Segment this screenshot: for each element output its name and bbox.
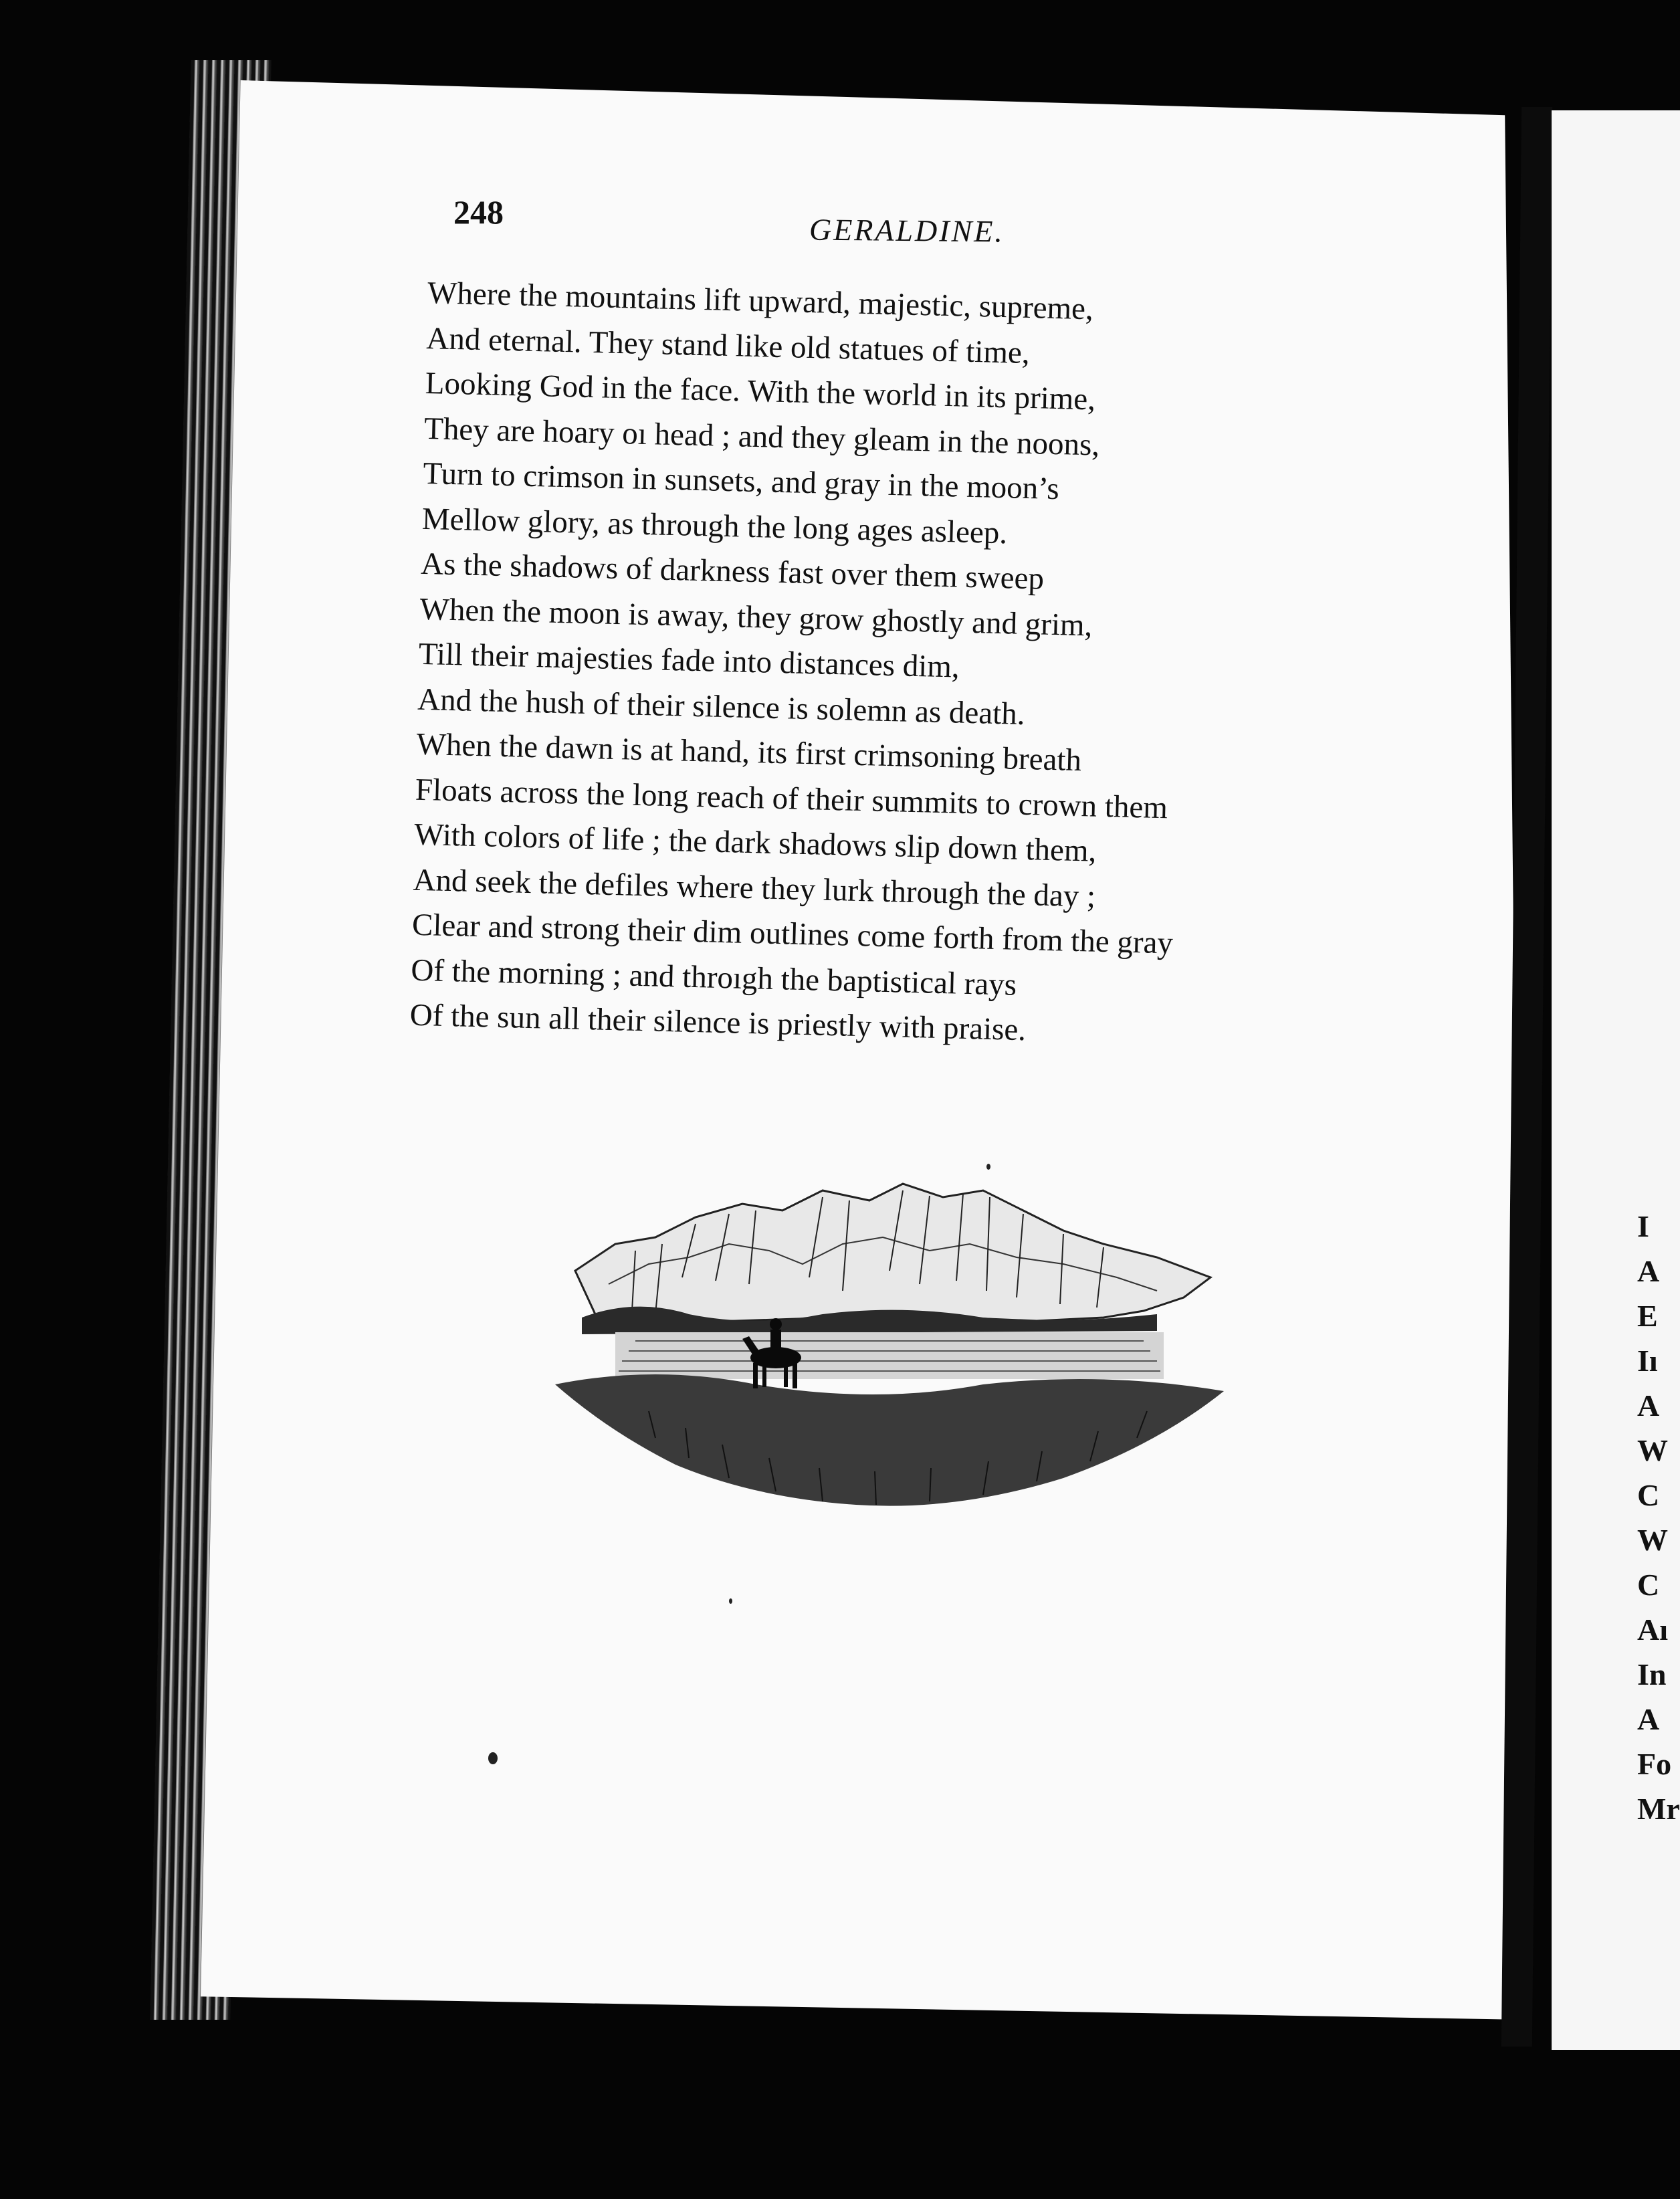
ink-speck — [729, 1598, 732, 1604]
poem-line: Turn to crimson in sunsets, and gray in the moon’s — [422, 455, 1060, 507]
poem-line: And eternal. They stand like old statues of time, — [425, 320, 1031, 371]
facing-line: W — [1637, 1433, 1668, 1467]
facing-line: Iı — [1637, 1344, 1658, 1378]
facing-line: A — [1637, 1702, 1660, 1736]
facing-line: A — [1637, 1254, 1660, 1288]
facing-line: Mr — [1637, 1792, 1680, 1826]
facing-line: C — [1637, 1568, 1660, 1602]
ink-speck — [986, 1164, 990, 1170]
facing-line: I — [1637, 1209, 1649, 1243]
poem-line: And seek the defiles where they lurk through the day ; — [413, 862, 1096, 914]
poem-line: With colors of life ; the dark shadows slip down them, — [413, 817, 1097, 869]
facing-line: A — [1637, 1388, 1660, 1423]
facing-line: W — [1637, 1523, 1668, 1557]
facing-page-text — [1637, 1204, 1680, 1831]
poem-line: Looking God in the face. With the world in its prime, — [425, 365, 1096, 417]
poem-line: Mellow glory, as through the long ages asleep. — [421, 501, 1008, 550]
ink-speck — [488, 1752, 498, 1764]
poem-line: As the shadows of darkness fast over them sweep — [420, 546, 1045, 597]
poem-line: Clear and strong their dim outlines come forth from the gray — [411, 907, 1174, 961]
poem-line: They are hoary oı head ; and they gleam in the noons, — [423, 411, 1100, 463]
poem-line: Of the morning ; and throıgh the baptistical rays — [410, 952, 1017, 1003]
facing-line: E — [1637, 1299, 1658, 1333]
running-title: GERALDINE. — [809, 212, 1005, 249]
poem-line: When the moon is away, they grow ghostly and grim, — [419, 591, 1093, 643]
poem-line: Of the sun all their silence is priestly with praise. — [409, 997, 1027, 1048]
poem-line: Where the mountains lift upward, majestic, supreme, — [427, 275, 1094, 327]
facing-line: C — [1637, 1478, 1660, 1512]
poem-line: And the hush of their silence is solemn as death. — [417, 682, 1026, 732]
facing-line: Aı — [1637, 1612, 1668, 1647]
facing-line: In — [1637, 1657, 1667, 1691]
poem-line: When the dawn is at hand, its first crimsoning breath — [416, 726, 1082, 778]
facing-line: Fo — [1637, 1747, 1672, 1781]
mountain-lake-illustration — [555, 1164, 1237, 1525]
page-number: 248 — [453, 193, 504, 231]
poem-text — [409, 271, 1404, 1062]
poem-line: Till their majesties fade into distances dim, — [418, 636, 960, 685]
poem-line: Floats across the long reach of their summits to crown them — [415, 772, 1168, 825]
